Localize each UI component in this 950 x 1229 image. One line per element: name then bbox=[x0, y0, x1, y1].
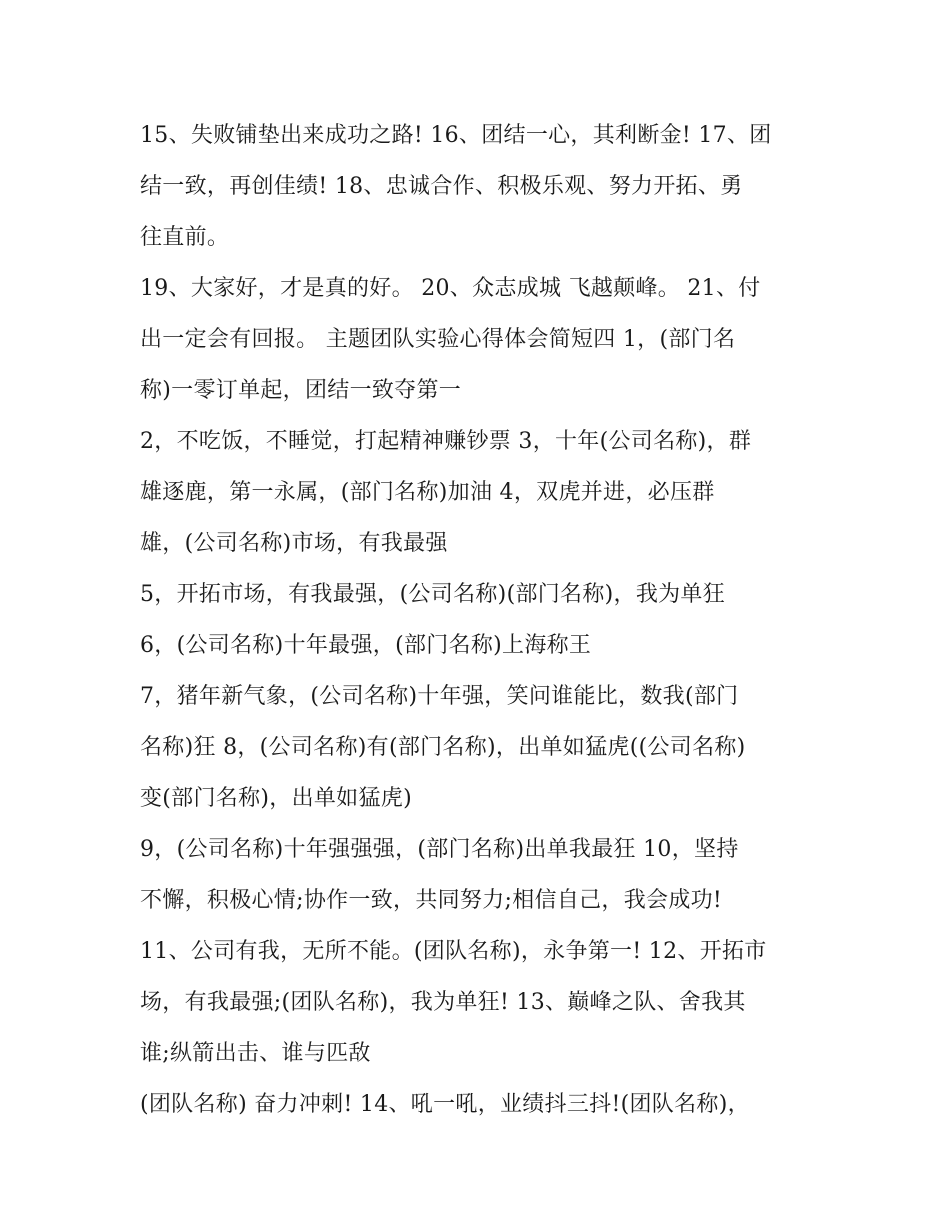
text-line-4: 19、大家好，才是真的好。 20、众志成城 飞越颠峰。 21、付 bbox=[140, 276, 761, 301]
text-line-12: 7，猪年新气象，(公司名称)十年强，笑问谁能比，数我(部门 bbox=[140, 684, 739, 709]
text-line-2: 结一致，再创佳绩! 18、忠诚合作、积极乐观、努力开拓、勇 bbox=[140, 174, 743, 199]
text-line-14: 变(部门名称)，出单如猛虎) bbox=[140, 786, 412, 811]
text-line-7: 2，不吃饭，不睡觉，打起精神赚钞票 3，十年(公司名称)，群 bbox=[140, 429, 752, 454]
text-line-5: 出一定会有回报。 主题团队实验心得体会简短四 1，(部门名 bbox=[140, 327, 736, 352]
text-line-1: 15、失败铺垫出来成功之路! 16、团结一心，其利断金! 17、团 bbox=[140, 123, 772, 148]
text-line-11: 6，(公司名称)十年最强，(部门名称)上海称王 bbox=[140, 633, 592, 658]
text-line-20: (团队名称) 奋力冲刺! 14、吼一吼，业绩抖三抖!(团队名称)， bbox=[140, 1092, 750, 1117]
text-line-19: 谁;纵箭出击、谁与匹敌 bbox=[140, 1041, 371, 1066]
text-line-17: 11、公司有我，无所不能。(团队名称)，永争第一! 12、开拓市 bbox=[140, 939, 767, 964]
text-line-16: 不懈，积极心情;协作一致，共同努力;相信自己，我会成功! bbox=[140, 888, 723, 913]
text-line-8: 雄逐鹿，第一永属，(部门名称)加油 4，双虎并进，必压群 bbox=[140, 480, 715, 505]
text-line-3: 往直前。 bbox=[140, 225, 230, 250]
text-line-9: 雄，(公司名称)市场，有我最强 bbox=[140, 531, 448, 556]
text-line-6: 称)一零订单起，团结一致夺第一 bbox=[140, 378, 462, 403]
body-text bbox=[140, 110, 820, 1130]
text-line-15: 9，(公司名称)十年强强强，(部门名称)出单我最狂 10，坚持 bbox=[140, 837, 739, 862]
text-line-18: 场，有我最强;(团队名称)，我为单狂! 13、巅峰之队、舍我其 bbox=[140, 990, 746, 1015]
text-line-13: 名称)狂 8，(公司名称)有(部门名称)，出单如猛虎((公司名称) bbox=[140, 735, 746, 760]
text-line-10: 5，开拓市场，有我最强，(公司名称)(部门名称)，我为单狂 bbox=[140, 582, 726, 607]
